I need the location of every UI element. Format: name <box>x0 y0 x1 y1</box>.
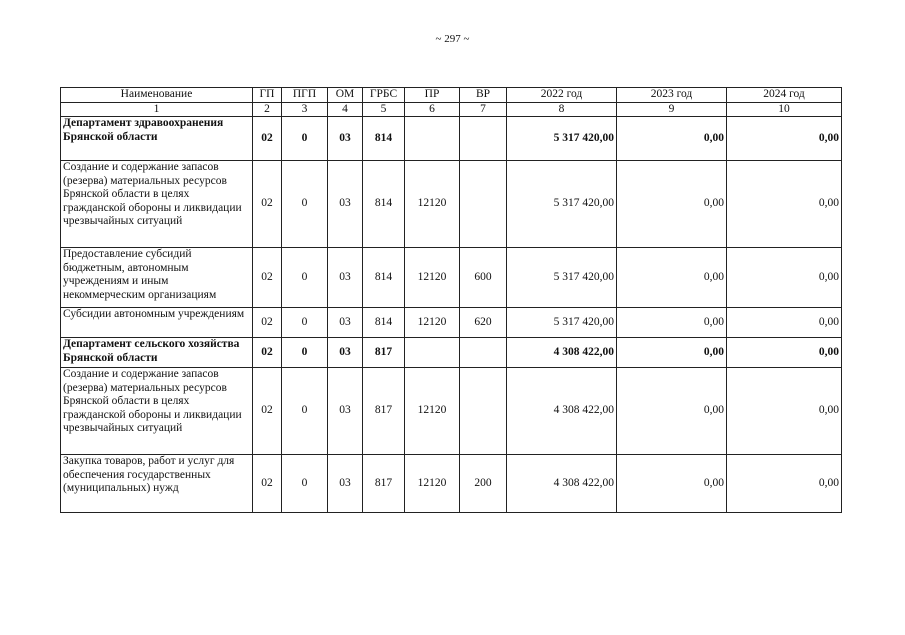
row-name: Субсидии автономным учреждениям <box>61 308 253 338</box>
cell-pr: 12120 <box>405 308 460 338</box>
column-number-row <box>61 102 842 117</box>
cell-grbs: 817 <box>363 368 405 455</box>
cell-2023: 0,00 <box>617 308 727 338</box>
cell-2024: 0,00 <box>727 248 842 308</box>
cell-2024: 0,00 <box>727 161 842 248</box>
cell-om: 03 <box>328 455 363 513</box>
cell-grbs: 814 <box>363 308 405 338</box>
cell-2023: 0,00 <box>617 338 727 368</box>
cell-vr <box>460 338 507 368</box>
cell-grbs: 814 <box>363 117 405 161</box>
column-header-name: Наименование <box>61 88 253 103</box>
table-row <box>61 455 842 513</box>
cell-2024: 0,00 <box>727 338 842 368</box>
row-name: Департамент здравоохранения Брянской области <box>61 117 253 161</box>
row-name: Создание и содержание запасов (резерва) материальных ресурсов Брянской области в целях гражданской обороны и ликвидации чрезвычайных ситуаций <box>61 161 253 248</box>
row-name: Создание и содержание запасов (резерва) материальных ресурсов Брянской области в целях гражданской обороны и ликвидации чрезвычайных ситуаций <box>61 368 253 455</box>
cell-2022: 5 317 420,00 <box>507 117 617 161</box>
column-header-gp: ГП <box>253 88 282 103</box>
budget-table <box>60 87 842 513</box>
column-header-pr: ПР <box>405 88 460 103</box>
cell-2022: 4 308 422,00 <box>507 455 617 513</box>
cell-pr: 12120 <box>405 368 460 455</box>
cell-pr <box>405 117 460 161</box>
cell-pr <box>405 338 460 368</box>
cell-2024: 0,00 <box>727 368 842 455</box>
cell-gp: 02 <box>253 455 282 513</box>
cell-gp: 02 <box>253 117 282 161</box>
table-row <box>61 308 842 338</box>
column-header-2023: 2023 год <box>617 88 727 103</box>
column-header-om: ОМ <box>328 88 363 103</box>
column-number: 9 <box>617 102 727 117</box>
cell-vr <box>460 368 507 455</box>
cell-2022: 5 317 420,00 <box>507 248 617 308</box>
column-header-2024: 2024 год <box>727 88 842 103</box>
cell-vr: 620 <box>460 308 507 338</box>
cell-grbs: 817 <box>363 455 405 513</box>
cell-pr: 12120 <box>405 455 460 513</box>
cell-om: 03 <box>328 161 363 248</box>
cell-pr: 12120 <box>405 161 460 248</box>
cell-2022: 4 308 422,00 <box>507 368 617 455</box>
cell-2024: 0,00 <box>727 308 842 338</box>
cell-2023: 0,00 <box>617 117 727 161</box>
cell-grbs: 814 <box>363 248 405 308</box>
cell-gp: 02 <box>253 161 282 248</box>
table-row <box>61 248 842 308</box>
column-number: 4 <box>328 102 363 117</box>
cell-2024: 0,00 <box>727 117 842 161</box>
cell-gp: 02 <box>253 368 282 455</box>
cell-om: 03 <box>328 117 363 161</box>
column-number: 1 <box>61 102 253 117</box>
header-row <box>61 88 842 103</box>
cell-pgp: 0 <box>282 117 328 161</box>
cell-2023: 0,00 <box>617 368 727 455</box>
cell-vr: 200 <box>460 455 507 513</box>
cell-om: 03 <box>328 308 363 338</box>
row-name: Предоставление субсидий бюджетным, автономным учреждениям и иным некоммерческим организациям <box>61 248 253 308</box>
cell-pgp: 0 <box>282 455 328 513</box>
table-row <box>61 161 842 248</box>
column-number: 10 <box>727 102 842 117</box>
column-number: 2 <box>253 102 282 117</box>
cell-2022: 5 317 420,00 <box>507 308 617 338</box>
cell-2023: 0,00 <box>617 161 727 248</box>
column-header-grbs: ГРБС <box>363 88 405 103</box>
column-number: 3 <box>282 102 328 117</box>
cell-pgp: 0 <box>282 248 328 308</box>
cell-2022: 4 308 422,00 <box>507 338 617 368</box>
cell-pgp: 0 <box>282 161 328 248</box>
cell-2024: 0,00 <box>727 455 842 513</box>
column-number: 6 <box>405 102 460 117</box>
cell-pgp: 0 <box>282 368 328 455</box>
table-row <box>61 117 842 161</box>
cell-gp: 02 <box>253 248 282 308</box>
cell-2023: 0,00 <box>617 248 727 308</box>
cell-grbs: 817 <box>363 338 405 368</box>
cell-pgp: 0 <box>282 338 328 368</box>
table-row <box>61 338 842 368</box>
cell-vr <box>460 161 507 248</box>
column-number: 5 <box>363 102 405 117</box>
cell-om: 03 <box>328 368 363 455</box>
column-header-2022: 2022 год <box>507 88 617 103</box>
cell-gp: 02 <box>253 308 282 338</box>
cell-2022: 5 317 420,00 <box>507 161 617 248</box>
column-header-vr: ВР <box>460 88 507 103</box>
cell-vr <box>460 117 507 161</box>
row-name: Закупка товаров, работ и услуг для обеспечения государственных (муниципальных) нужд <box>61 455 253 513</box>
table-row <box>61 368 842 455</box>
cell-2023: 0,00 <box>617 455 727 513</box>
cell-pr: 12120 <box>405 248 460 308</box>
row-name: Департамент сельского хозяйства Брянской области <box>61 338 253 368</box>
cell-pgp: 0 <box>282 308 328 338</box>
cell-gp: 02 <box>253 338 282 368</box>
column-number: 7 <box>460 102 507 117</box>
cell-om: 03 <box>328 338 363 368</box>
page-number: ~ 297 ~ <box>435 33 470 45</box>
column-header-pgp: ПГП <box>282 88 328 103</box>
cell-vr: 600 <box>460 248 507 308</box>
cell-om: 03 <box>328 248 363 308</box>
cell-grbs: 814 <box>363 161 405 248</box>
column-number: 8 <box>507 102 617 117</box>
